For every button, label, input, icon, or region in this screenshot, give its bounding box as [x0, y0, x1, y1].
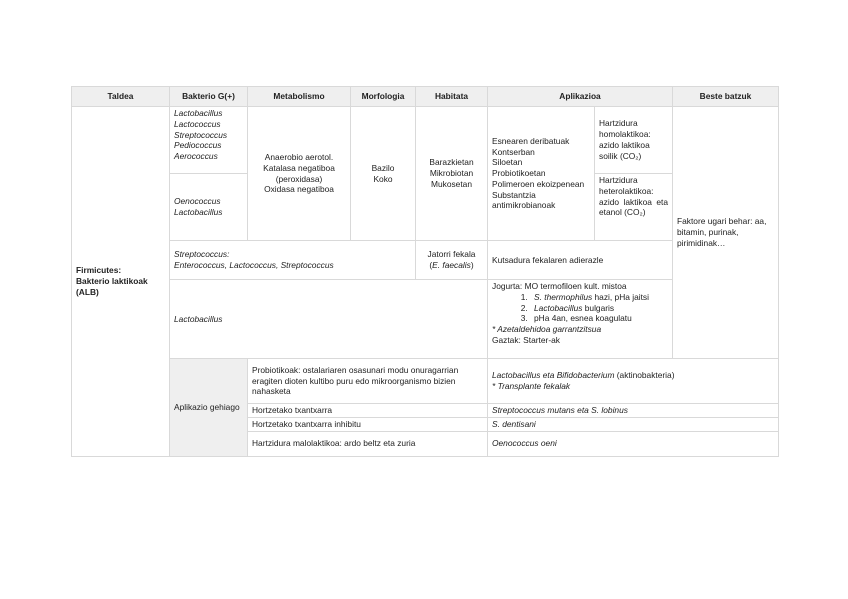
- taldea-cell: [72, 107, 170, 457]
- probiotikoak-app-cell: [488, 359, 779, 404]
- malolaktikoa-app-cell: Oenococcus oeni: [488, 431, 779, 456]
- jogurta-item: 1. S. thermophilus hazi, pHa jaitsi: [530, 292, 668, 303]
- aplikazioa-cell: [488, 107, 595, 241]
- aplikazioa-item: Polimeroen ekoizpenean: [492, 178, 585, 189]
- metabolismo-item: Anaerobio aerotol.: [264, 151, 334, 162]
- txantxarra-inhibitu-app-cell: S. dentisani: [488, 417, 779, 431]
- taldea-line-1: Firmicutes:: [76, 265, 122, 276]
- jogurta-intro: Jogurta: MO termofiloen kult. mistoa: [492, 281, 627, 291]
- table-row: [72, 107, 779, 174]
- metabolismo-item: Oxidasa negatiboa: [264, 184, 334, 195]
- header-metabolismo: Metabolismo: [248, 87, 351, 107]
- header-habitata: Habitata: [416, 87, 488, 107]
- gaztak-line: Gaztak: Starter-ak: [492, 334, 560, 345]
- paren-open: (: [429, 260, 433, 270]
- aplikazio-gehiago-cell: Aplikazio gehiago: [170, 359, 248, 457]
- jogurta-list: [492, 292, 668, 324]
- bakterio-item: Lactobacillus: [174, 207, 223, 217]
- jatorri-fekala-cell: [416, 241, 488, 280]
- header-row: [72, 87, 779, 107]
- probiotikoak-app-line: Lactobacillus eta Bifidobacterium (aktinobakteria): [492, 370, 675, 381]
- bakterio-item: Lactococcus: [174, 118, 221, 129]
- header-taldea: Taldea: [72, 87, 170, 107]
- morfologia-item: Bazilo: [371, 162, 395, 173]
- streptococcus-cell: [170, 241, 416, 280]
- habitata-line-2: [420, 260, 483, 271]
- transplante-note: * Transplante fekalak: [492, 381, 571, 391]
- txantxarra-inhibitu-cell: Hortzetako txantxarra inhibitu: [248, 417, 488, 431]
- txantxarra-cell: Hortzetako txantxarra: [248, 404, 488, 418]
- paren-close: ): [470, 260, 474, 270]
- homolaktikoa-cell: Hartzidura homolaktikoa: azido laktikoa soilik (CO₂): [595, 107, 673, 174]
- bakterio-cell-a: [170, 107, 248, 174]
- metabolismo-item: (peroxidasa): [275, 173, 323, 184]
- header-bakterio: Bakterio G(+): [170, 87, 248, 107]
- heterolaktikoa-cell: Hartzidura heterolaktikoa: azido laktikoa eta etanol (CO₂): [595, 174, 673, 241]
- azetaldehido-note: * Azetaldehidoa garrantzitsua: [492, 324, 602, 335]
- beste-cell: Faktore ugari behar: aa, bitamin, purinak, pirimidinak…: [673, 107, 779, 359]
- table-row: [72, 241, 779, 280]
- metabolismo-item: Katalasa negatiboa: [263, 162, 335, 173]
- bakterio-cell-b: [170, 174, 248, 241]
- probiotikoak-cell: Probiotikoak: ostalariaren osasunari modu onuragarrian eragiten dioten kultibo puru edo mikroorganismo bizien nahasketa: [248, 359, 488, 404]
- morfologia-cell: [351, 107, 416, 241]
- header-aplikazioa: Aplikazioa: [488, 87, 673, 107]
- bakterio-item: Oenococcus: [174, 196, 221, 207]
- aplikazioa-item: Substantzia antimikrobianoak: [492, 189, 556, 211]
- faecalis-text: E. faecalis: [432, 260, 471, 270]
- bakterio-item: Pediococcus: [174, 140, 222, 151]
- habitata-item: Barazkietan: [429, 157, 474, 168]
- aplikazioa-item: Esnearen deribatuak: [492, 135, 570, 146]
- habitata-cell: [416, 107, 488, 241]
- jogurta-item: 3. pHa 4an, esnea koagulatu: [530, 313, 668, 324]
- streptococcus-line-1: Streptococcus:: [174, 249, 230, 260]
- morfologia-item: Koko: [373, 173, 393, 184]
- aplikazioa-item: Kontserban: [492, 146, 535, 157]
- jogurta-cell: [488, 280, 673, 359]
- kutsadura-cell: Kutsadura fekalaren adierazle: [488, 241, 673, 280]
- malolaktikoa-cell: Hartzidura malolaktikoa: ardo beltz eta zuria: [248, 431, 488, 456]
- txantxarra-app-cell: Streptococcus mutans eta S. lobinus: [488, 404, 779, 418]
- lactobacillus-cell: Lactobacillus: [170, 280, 488, 359]
- table-row: [72, 280, 779, 359]
- taldea-line-2: Bakterio laktikoak (ALB): [76, 275, 148, 297]
- habitata-item: Mikrobiotan: [429, 168, 474, 179]
- aplikazioa-item: Siloetan: [492, 157, 523, 168]
- header-beste: Beste batzuk: [673, 87, 779, 107]
- jogurta-item: 2. Lactobacillus bulgaris: [530, 303, 668, 314]
- metabolismo-cell: [248, 107, 351, 241]
- habitata-line-1: Jatorri fekala: [427, 249, 476, 260]
- table-row: [72, 359, 779, 404]
- header-morfologia: Morfologia: [351, 87, 416, 107]
- streptococcus-line-2: Enterococcus, Lactococcus, Streptococcus: [174, 260, 334, 270]
- habitata-item: Mukosetan: [431, 178, 472, 189]
- bakterio-item: Aerococcus: [174, 151, 218, 162]
- aplikazioa-item: Probiotikoetan: [492, 168, 546, 179]
- bakterio-item: Lactobacillus: [174, 108, 223, 118]
- bakterio-item: Streptococcus: [174, 129, 228, 140]
- bacteria-table: [71, 86, 779, 457]
